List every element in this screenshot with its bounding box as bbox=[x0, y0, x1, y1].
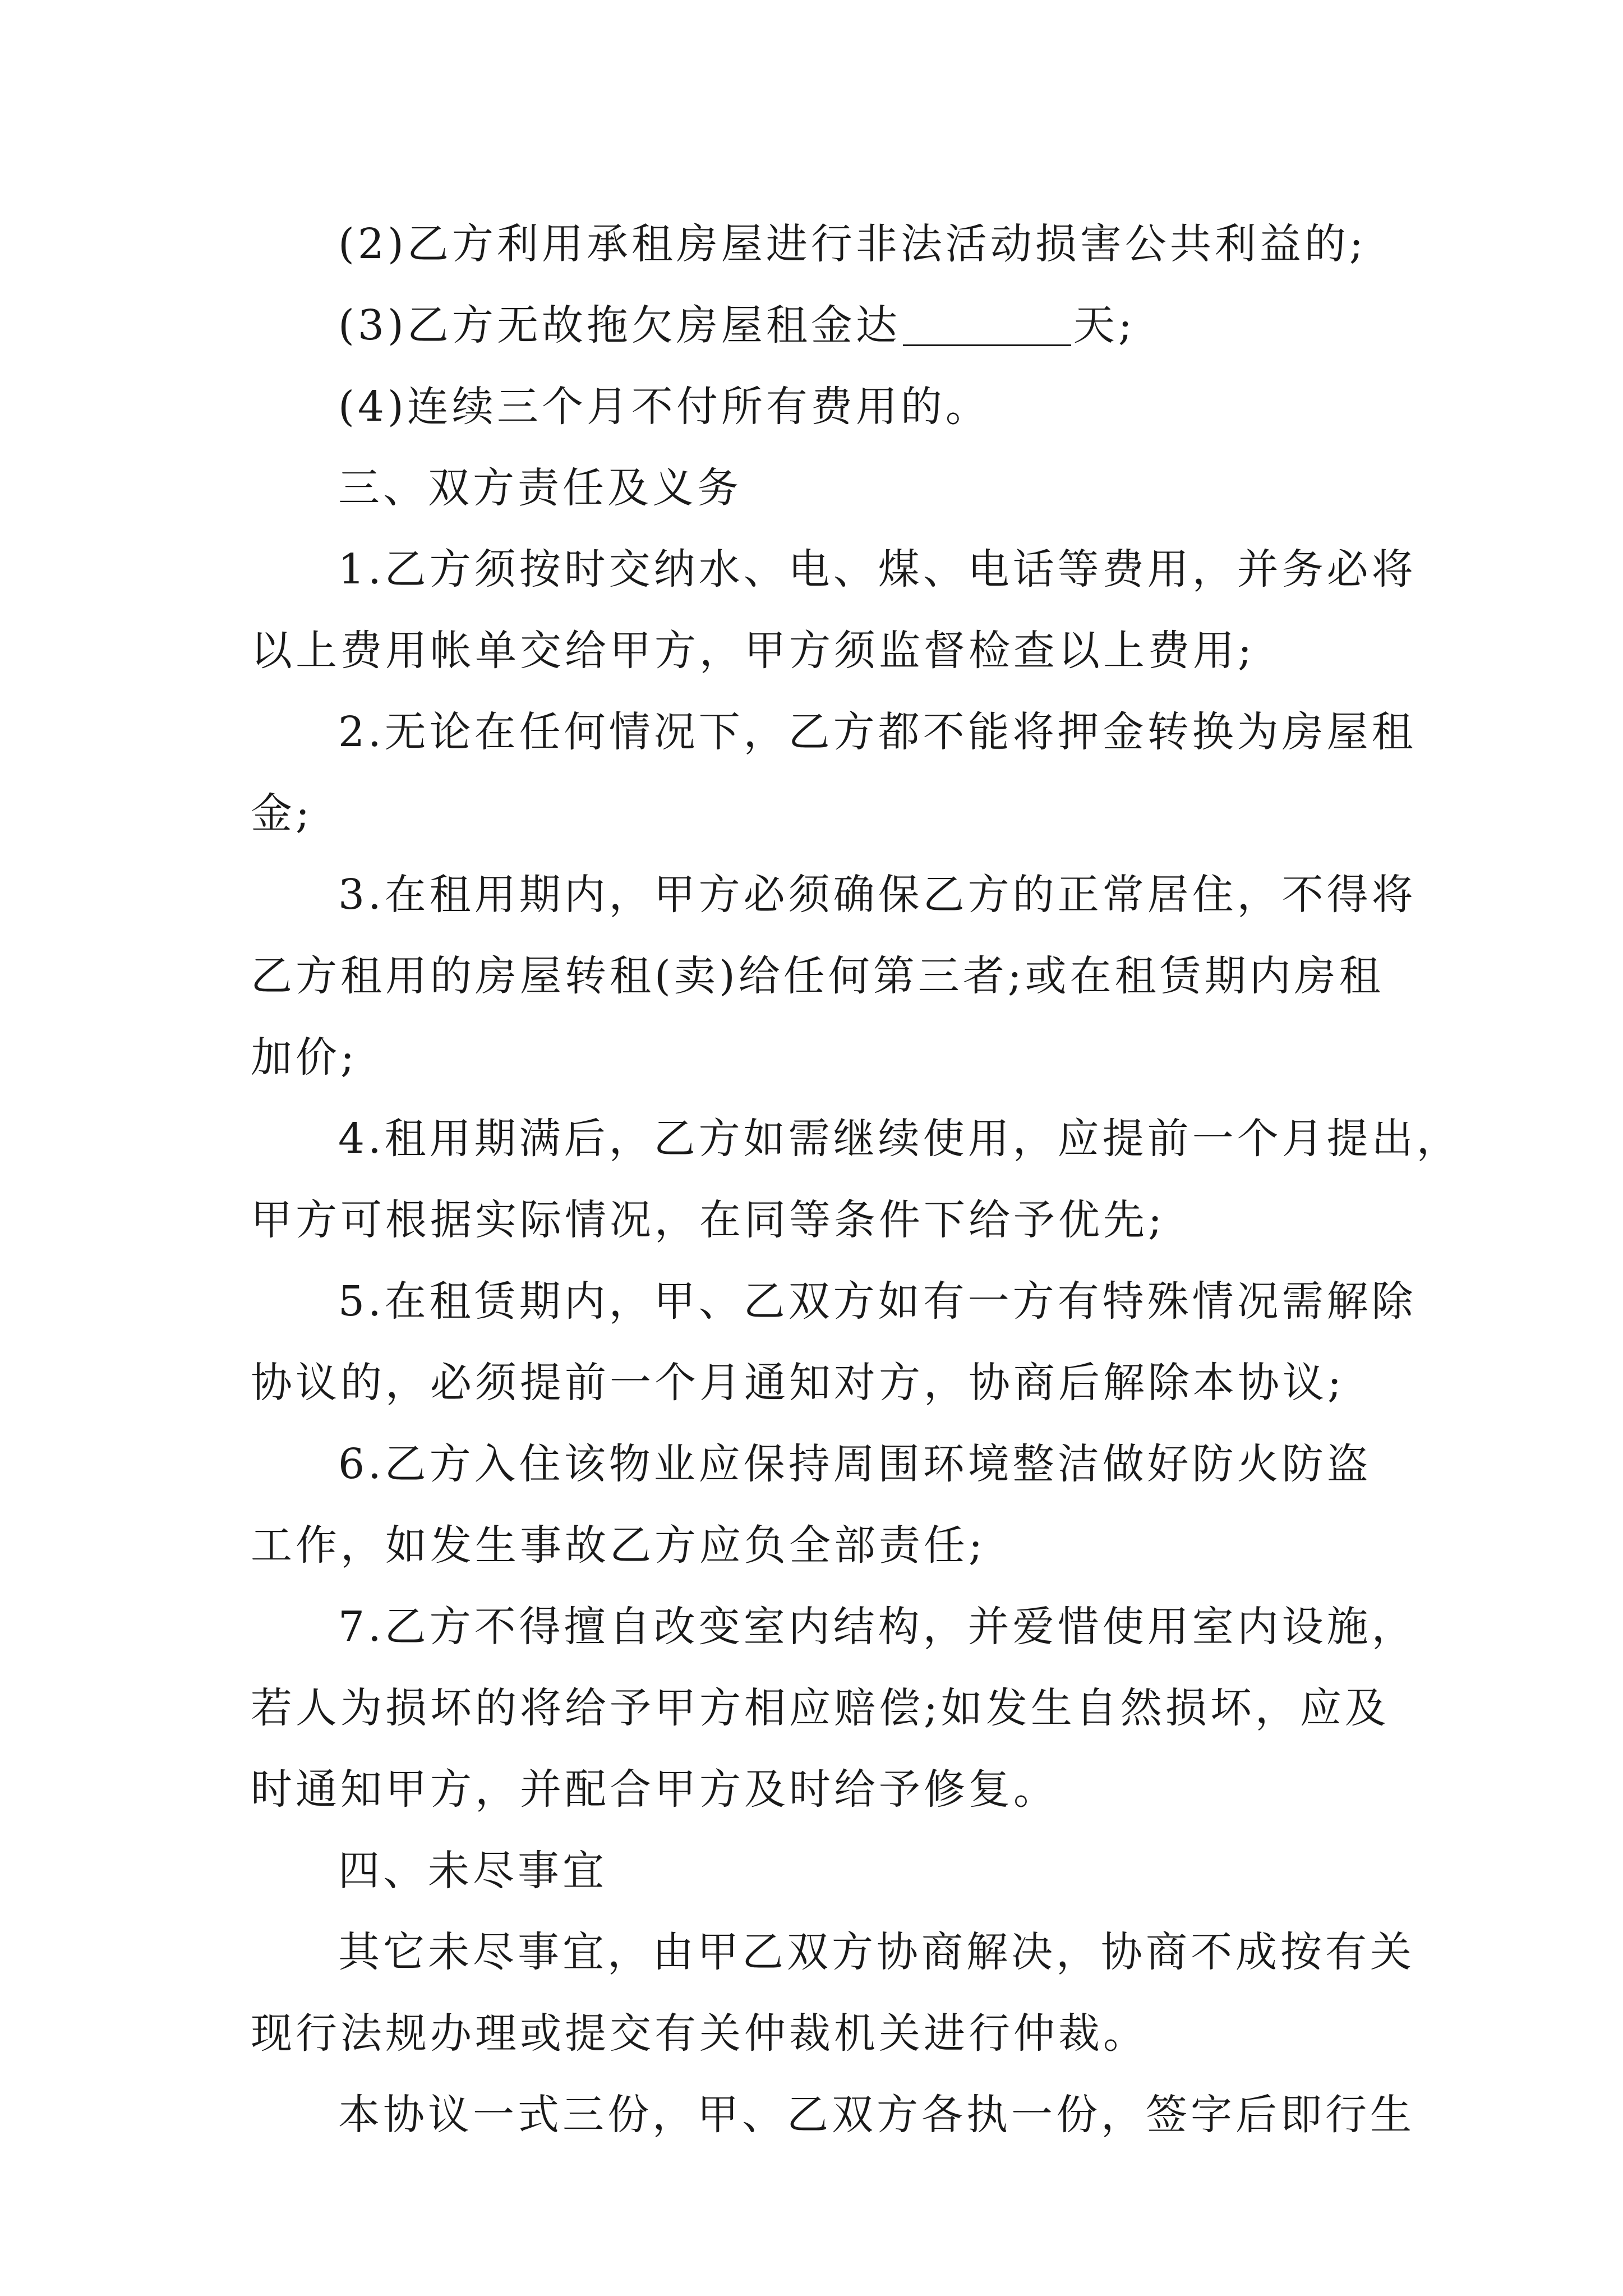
line-text: 工作，如发生事故乙方应负全部责任; bbox=[251, 1521, 986, 1570]
clause-line bbox=[0, 2073, 1623, 2157]
clause-line bbox=[0, 1747, 1623, 1832]
line-text: 5.在租赁期内，甲、乙双方如有一方有特殊情况需解除 bbox=[338, 1277, 1417, 1326]
fill-in-blank bbox=[903, 303, 1071, 346]
line-text: 本协议一式三份，甲、乙双方各执一份，签字后即行生 bbox=[338, 2091, 1415, 2139]
line-text: 现行法规办理或提交有关仲裁机关进行仲裁。 bbox=[251, 2009, 1148, 2058]
clause-line bbox=[0, 1097, 1623, 1181]
clause-line bbox=[0, 1259, 1623, 1343]
line-text: 1.乙方须按时交纳水、电、煤、电话等费用，并务必将 bbox=[338, 545, 1417, 593]
line-text: 加价; bbox=[251, 1033, 358, 1082]
clause-line bbox=[0, 283, 1623, 367]
line-text: 协议的，必须提前一个月通知对方，协商后解除本协议; bbox=[251, 1359, 1345, 1407]
line-text: 天; bbox=[1073, 301, 1136, 349]
line-text: 四、未尽事宜 bbox=[338, 1847, 607, 1895]
line-text: 其它未尽事宜，由甲乙双方协商解决，协商不成按有关 bbox=[338, 1928, 1415, 1976]
clause-line bbox=[0, 1666, 1623, 1750]
clause-line bbox=[0, 1991, 1623, 2076]
line-text: 乙方租用的房屋转租(卖)给任何第三者;或在租赁期内房租 bbox=[251, 952, 1384, 1000]
clause-line bbox=[0, 771, 1623, 855]
clause-line bbox=[0, 1422, 1623, 1506]
line-text: 4.租用期满后，乙方如需继续使用，应提前一个月提出， bbox=[338, 1115, 1461, 1163]
line-text: (3)乙方无故拖欠房屋租金达 bbox=[338, 301, 901, 349]
clause-line bbox=[0, 853, 1623, 937]
line-text: 3.在租用期内，甲方必须确保乙方的正常居住，不得将 bbox=[338, 871, 1417, 919]
line-text: (2)乙方利用承租房屋进行非法活动损害公共利益的; bbox=[338, 220, 1367, 268]
line-text: 6.乙方入住该物业应保持周围环境整洁做好防火防盗 bbox=[338, 1440, 1372, 1488]
clause-line bbox=[0, 1585, 1623, 1669]
line-text: 2.无论在任何情况下，乙方都不能将押金转换为房屋租 bbox=[338, 708, 1417, 756]
line-text: 金; bbox=[251, 789, 313, 838]
section-heading bbox=[0, 446, 1623, 530]
clause-line bbox=[0, 527, 1623, 611]
line-text: (4)连续三个月不付所有费用的。 bbox=[338, 383, 990, 431]
clause-line bbox=[0, 1910, 1623, 1994]
clause-line bbox=[0, 1178, 1623, 1262]
clause-line bbox=[0, 934, 1623, 1018]
line-text: 三、双方责任及义务 bbox=[338, 464, 742, 512]
line-text: 甲方可根据实际情况，在同等条件下给予优先; bbox=[251, 1196, 1165, 1244]
clause-line bbox=[0, 202, 1623, 286]
section-heading bbox=[0, 1829, 1623, 1913]
clause-line bbox=[0, 1503, 1623, 1588]
clause-line bbox=[0, 1015, 1623, 1099]
clause-line bbox=[0, 609, 1623, 693]
clause-line bbox=[0, 365, 1623, 449]
line-text: 以上费用帐单交给甲方，甲方须监督检查以上费用; bbox=[251, 627, 1255, 675]
clause-line bbox=[0, 1341, 1623, 1425]
line-text: 若人为损坏的将给予甲方相应赔偿;如发生自然损坏，应及 bbox=[251, 1684, 1390, 1732]
clause-line bbox=[0, 690, 1623, 774]
line-text: 时通知甲方，并配合甲方及时给予修复。 bbox=[251, 1765, 1058, 1814]
line-text: 7.乙方不得擅自改变室内结构，并爱惜使用室内设施， bbox=[338, 1603, 1417, 1651]
